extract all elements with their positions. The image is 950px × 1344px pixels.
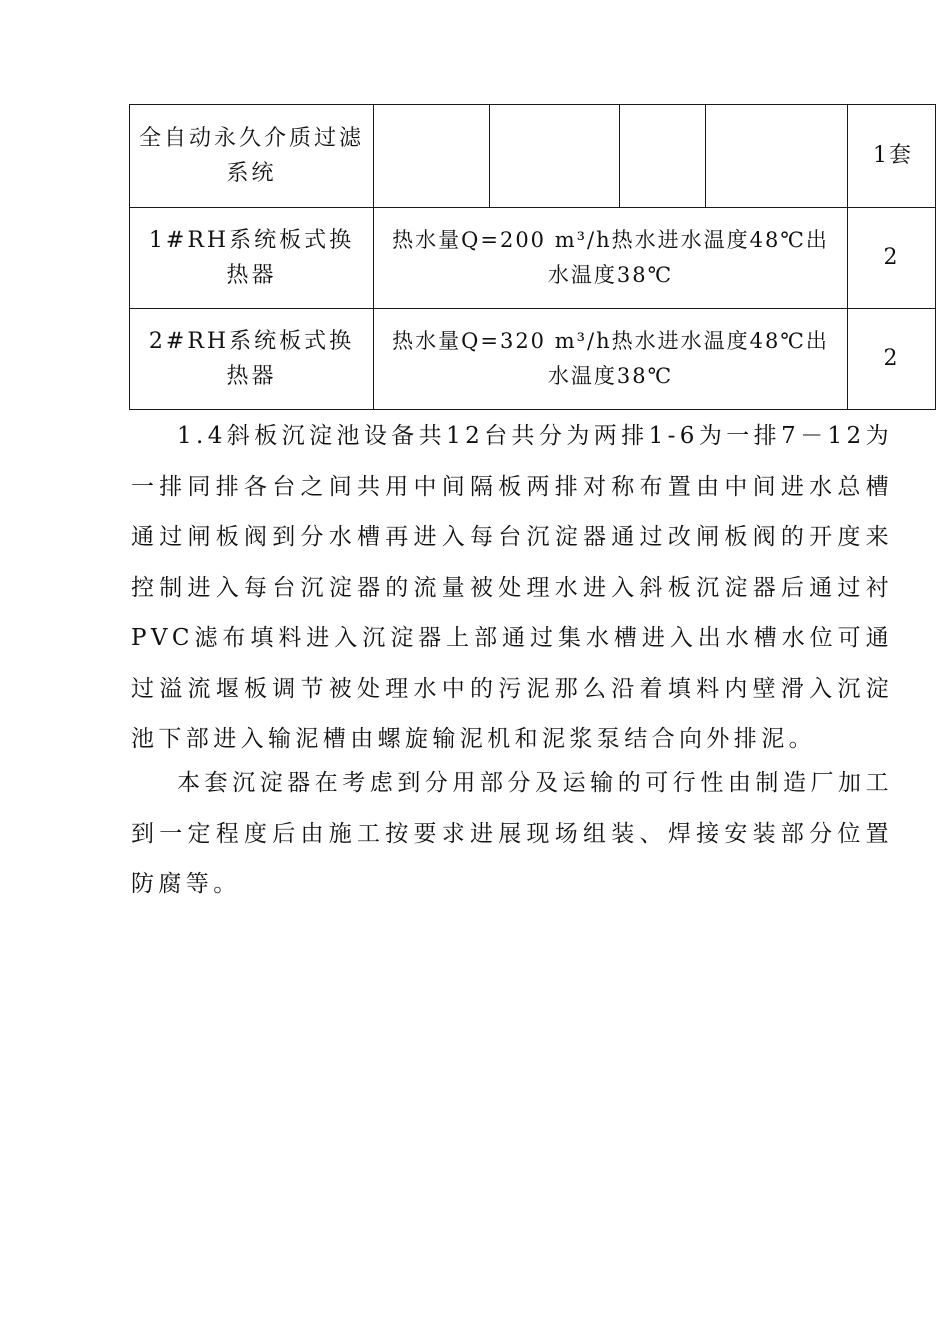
equipment-name-cell: 全自动永久介质过滤系统 — [130, 105, 374, 208]
empty-spec-cell — [706, 105, 848, 208]
body-paragraph: 本套沉淀器在考虑到分用部分及运输的可行性由制造厂加工到一定程度后由施工按要求进展现场组装、焊接安装部分位置防腐等。 — [131, 770, 893, 897]
spec-cell: 热水量Q=200 m³/h热水进水温度48℃出水温度38℃ — [374, 208, 848, 309]
table-row — [130, 309, 936, 410]
empty-spec-cell — [490, 105, 620, 208]
equipment-spec-table — [129, 104, 936, 410]
equipment-name-cell: 2#RH系统板式换热器 — [130, 309, 374, 410]
empty-spec-cell — [374, 105, 490, 208]
quantity-cell: 2 — [848, 309, 936, 410]
quantity-cell: 1套 — [848, 105, 936, 208]
body-paragraph: 1.4斜板沉淀池设备共12台共分为两排1-6为一排7－12为一排同排各台之间共用中间隔板两排对称布置由中间进水总槽通过闸板阀到分水槽再进入每台沉淀器通过改闸板阀的开度来控制进入每台沉淀器的流量被处理水进入斜板沉淀器后通过衬PVC滤布填料进入沉淀器上部通过集水槽进入出水槽水位可通过溢流堰板调节被处理水中的污泥那么沿着填料内壁滑入沉淀池下部进入输泥槽由螺旋输泥机和泥浆泵结合向外排泥。 — [131, 423, 893, 752]
spec-cell: 热水量Q=320 m³/h热水进水温度48℃出水温度38℃ — [374, 309, 848, 410]
table-row — [130, 208, 936, 309]
table-row — [130, 105, 936, 208]
quantity-cell: 2 — [848, 208, 936, 309]
equipment-name-cell: 1#RH系统板式换热器 — [130, 208, 374, 309]
empty-spec-cell — [620, 105, 706, 208]
